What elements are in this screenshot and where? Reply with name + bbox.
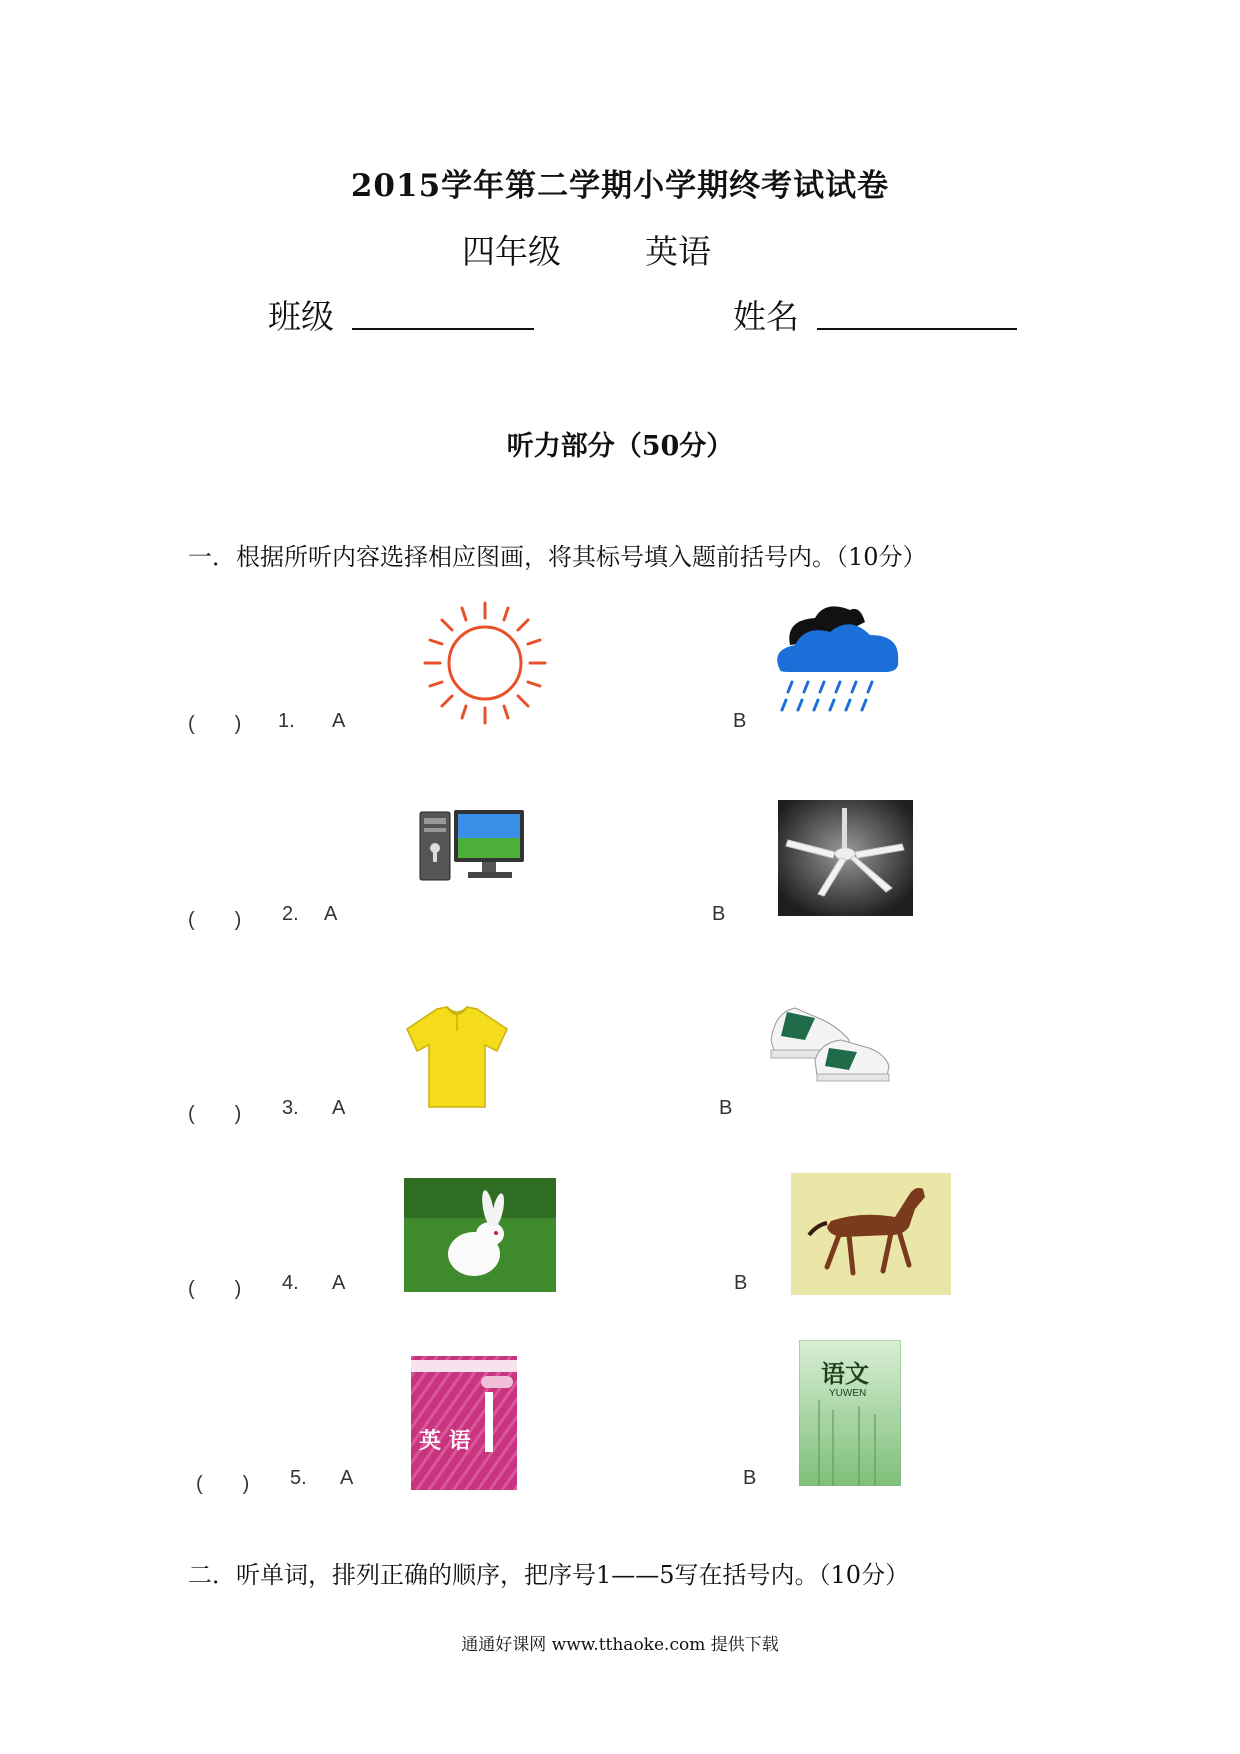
q1-option-a-label: A bbox=[332, 710, 346, 732]
class-label: 班级 bbox=[268, 297, 334, 336]
q5-number: 5. bbox=[290, 1467, 307, 1489]
q1-number: 1. bbox=[278, 710, 295, 732]
ceiling-fan-icon bbox=[778, 800, 913, 916]
computer-icon bbox=[418, 808, 528, 888]
tshirt-icon bbox=[401, 1003, 513, 1113]
part1-instruction: 一．根据所听内容选择相应图画，将其标号填入题前括号内。（10分） bbox=[188, 543, 927, 571]
q3-option-a-label: A bbox=[332, 1097, 346, 1119]
q1-option-b-label: B bbox=[733, 710, 747, 732]
q2-option-a-label: A bbox=[324, 903, 338, 925]
q3-number: 3. bbox=[282, 1097, 299, 1119]
grade-label: 四年级 bbox=[462, 232, 561, 271]
chinese-book-pinyin: YUWEN bbox=[829, 1388, 867, 1399]
name-blank-line[interactable] bbox=[817, 328, 1017, 330]
q3-paren[interactable]: ( ) bbox=[188, 1103, 242, 1125]
q1-paren[interactable]: ( ) bbox=[188, 713, 242, 735]
q2-option-b-label: B bbox=[712, 903, 726, 925]
footer-source: 通通好课网 www.tthaoke.com 提供下载 bbox=[461, 1635, 779, 1655]
q2-number: 2. bbox=[282, 903, 299, 925]
sun-icon bbox=[420, 598, 550, 728]
english-book-icon bbox=[411, 1356, 517, 1490]
q5-option-b-label: B bbox=[743, 1467, 757, 1489]
horse-icon bbox=[791, 1173, 951, 1295]
q3-option-b-label: B bbox=[719, 1097, 733, 1119]
class-blank-line[interactable] bbox=[352, 328, 534, 330]
q5-option-a-label: A bbox=[340, 1467, 354, 1489]
rain-cloud-icon bbox=[770, 600, 905, 715]
q2-paren[interactable]: ( ) bbox=[188, 909, 242, 931]
q4-option-a-label: A bbox=[332, 1272, 346, 1294]
q4-number: 4. bbox=[282, 1272, 299, 1294]
listening-section-title: 听力部分（50分） bbox=[506, 431, 734, 462]
english-book-title: 英 语 bbox=[419, 1429, 471, 1454]
q5-paren[interactable]: ( ) bbox=[196, 1473, 250, 1495]
sneaker-icon bbox=[765, 990, 895, 1086]
chinese-book-icon bbox=[799, 1340, 901, 1486]
subject-label: 英语 bbox=[645, 232, 711, 271]
q4-paren[interactable]: ( ) bbox=[188, 1278, 242, 1300]
part2-instruction: 二．听单词，排列正确的顺序，把序号1——5写在括号内。（10分） bbox=[188, 1561, 910, 1589]
chinese-book-title: 语文 bbox=[821, 1360, 869, 1388]
name-label: 姓名 bbox=[733, 297, 799, 336]
rabbit-icon bbox=[404, 1178, 556, 1292]
exam-title: 2015学年第二学期小学期终考试试卷 bbox=[350, 168, 890, 204]
q4-option-b-label: B bbox=[734, 1272, 748, 1294]
